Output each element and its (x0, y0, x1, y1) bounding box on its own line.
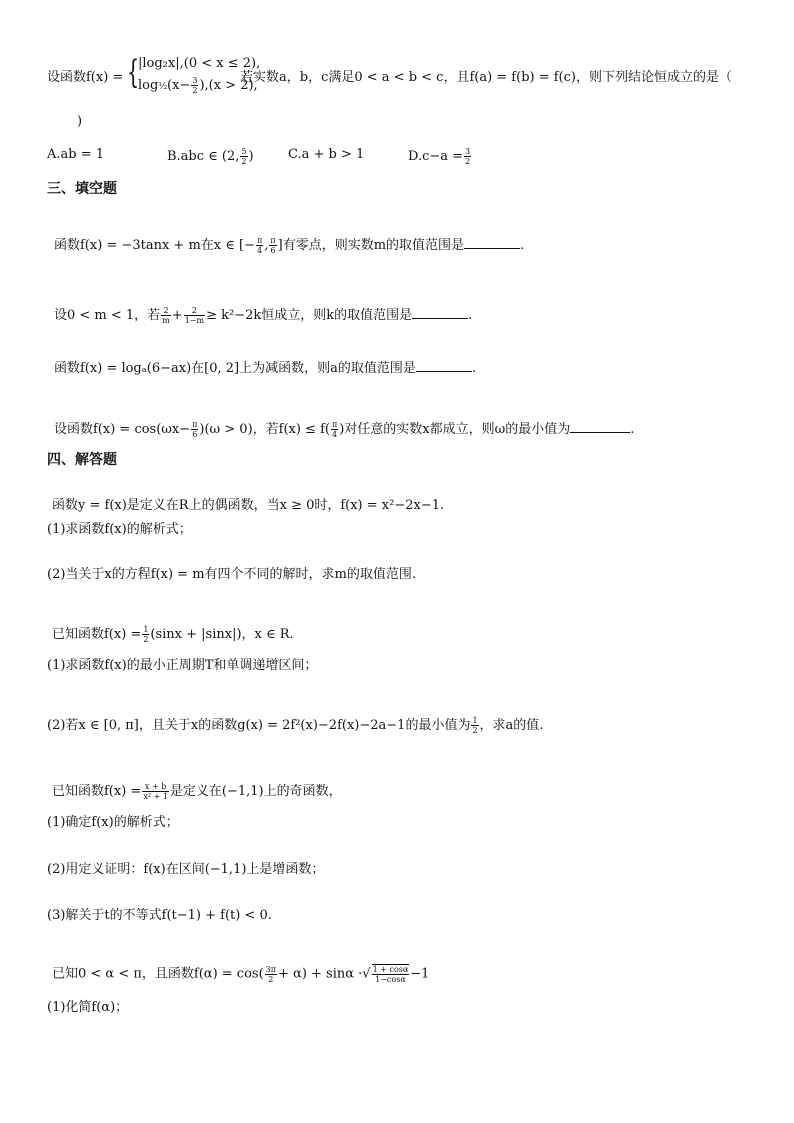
problem-1-stem: 函数y = f(x)是定义在R上的偶函数，当x ≥ 0时，f(x) = x²−2x−1. (52, 498, 445, 513)
choice-question-close: ) (77, 114, 83, 129)
sqrt-sign: √ (362, 966, 371, 982)
piecewise-brace: { (127, 53, 140, 91)
answer-blank (416, 361, 472, 372)
piecewise-log-base: ½ (158, 82, 168, 92)
option-b-fraction: $\frac{5}{2}$ (241, 147, 247, 166)
answer-blank (464, 238, 520, 249)
option-d-fraction: $\frac{3}{2}$ (465, 147, 471, 166)
choice-question-prefix: 设函数f(x) = (47, 70, 124, 85)
piecewise-log: log (138, 78, 159, 93)
fill-question-4: 设函数f(x) = cos(ωx− $\frac{\pi}{6}$ )(ω > 0)，若f(x) ≤ f( $\frac{\pi}{4}$ )对任意的实数x都成立，则ω的最小值为 . (54, 420, 635, 439)
choice-question-text: 若实数a，b，c满足0 < a < b < c，且f(a) = f(b) = f(c)，则下列结论恒成立的是（ (240, 70, 732, 85)
problem-4-stem: 已知0 < α < π，且函数f(α) = cos( $\frac{3\pi}{2}$ + α) + sinα ·√ $\frac{1 + \cos\alpha}{1-\cos\alpha}$ −1 (52, 964, 430, 984)
option-c: C.a + b > 1 (288, 147, 365, 162)
problem-1-part-2: (2)当关于x的方程f(x) = m有四个不同的解时，求m的取值范围. (47, 567, 416, 582)
fill-question-3: 函数f(x) = logₐ(6−ax)在[0, 2]上为减函数，则a的取值范围是 . (54, 361, 476, 376)
section-title-answer: 四、解答题 (47, 452, 117, 468)
problem-2-part-2: (2)若x ∈ [0, π]，且关于x的函数g(x) = 2f²(x)−2f(x)−2a−1的最小值为 $\frac{1}{2}$ ，求a的值. (47, 716, 544, 735)
problem-2-stem: 已知函数f(x) = $\frac{1}{2}$ (sinx + |sinx|)，x ∈ R. (52, 625, 294, 644)
fill-question-2: 设0 < m < 1，若 $\frac{2}{m}$ + $\frac{2}{1-m}$ ≥ k²−2k恒成立，则k的取值范围是 . (54, 306, 473, 325)
piecewise-case-1: |log₂x|,(0 < x ≤ 2), (138, 56, 261, 71)
option-d: D.c−a = $\frac{3}{2}$ (408, 147, 471, 166)
fill-question-1: 函数f(x) = −3tanx + m在x ∈ [− $\frac{\pi}{4}$ , $\frac{\pi}{6}$ ]有零点，则实数m的取值范围是 . (54, 236, 525, 255)
piecewise-cond: ),(x > 2), (199, 78, 258, 93)
section-title-fill-in: 三、填空题 (47, 181, 117, 197)
piecewise-fraction: $\frac{3}{2}$ (192, 76, 198, 95)
answer-blank (412, 308, 468, 319)
problem-3-part-2: (2)用定义证明：f(x)在区间(−1,1)上是增函数； (47, 862, 325, 877)
problem-4-part-1: (1)化简f(α)； (47, 1000, 129, 1015)
answer-blank (570, 422, 630, 433)
piecewise-arg: (x− (167, 78, 191, 93)
problem-2-part-1: (1)求函数f(x)的最小正周期T和单调递增区间； (47, 658, 318, 673)
problem-3-part-3: (3)解关于t的不等式f(t−1) + f(t) < 0. (47, 908, 272, 923)
option-b: B.abc ∈ (2, $\frac{5}{2}$ ) (167, 147, 254, 166)
option-a: A.ab = 1 (47, 147, 105, 162)
problem-3-part-1: (1)确定f(x)的解析式； (47, 815, 179, 830)
problem-3-stem: 已知函数f(x) = $\frac{x + b}{\text{x² + 1}}$ 是定义在(−1,1)上的奇函数， (52, 782, 342, 801)
problem-1-part-1: (1)求函数f(x)的解析式； (47, 522, 192, 537)
